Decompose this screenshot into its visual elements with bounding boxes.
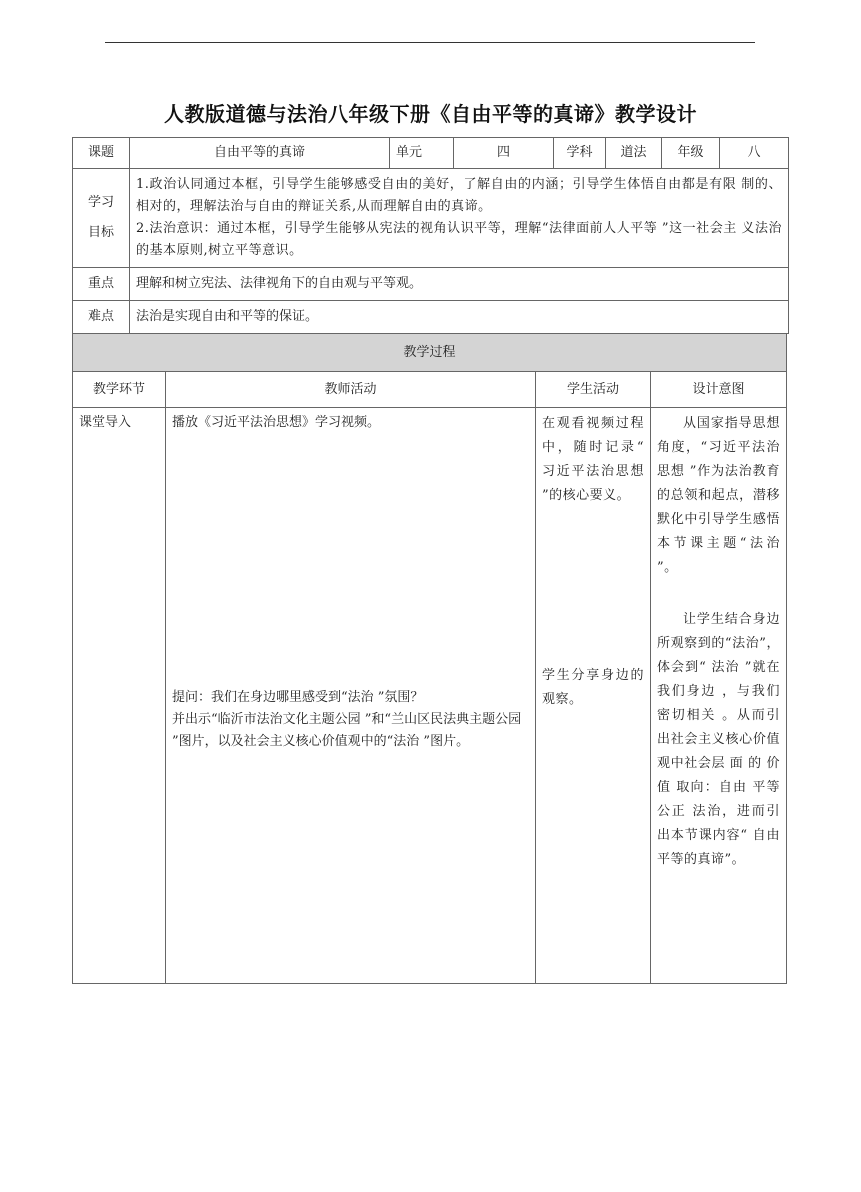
grade-value: 八 — [720, 138, 789, 169]
col-intent: 设计意图 — [651, 372, 787, 408]
objectives-label-line1: 学习 — [87, 195, 114, 210]
info-table — [72, 137, 789, 334]
teacher-activity-2a: 提问：我们在身边哪里感受到“法治 ”氛围？ — [172, 690, 424, 705]
subject-label: 学科 — [554, 138, 606, 169]
unit-value: 四 — [454, 138, 554, 169]
document-title: 人教版道德与法治八年级下册《自由平等的真谛》教学设计 — [164, 102, 697, 126]
col-stage: 教学环节 — [73, 372, 166, 408]
difficulty-value: 法治是实现自由和平等的保证。 — [130, 301, 789, 334]
teacher-activity-cell — [166, 408, 536, 984]
objectives-content — [130, 169, 789, 268]
course-label: 课题 — [73, 138, 130, 169]
objectives-label — [73, 169, 130, 268]
objectives-label-line2: 目标 — [87, 225, 114, 240]
key-point-label: 重点 — [73, 268, 130, 301]
process-header: 教学过程 — [73, 334, 787, 372]
course-value: 自由平等的真谛 — [130, 138, 390, 169]
header-rule — [105, 42, 755, 43]
subject-value: 道法 — [606, 138, 662, 169]
grade-label: 年级 — [662, 138, 720, 169]
col-student: 学生活动 — [536, 372, 651, 408]
design-intent-cell — [651, 408, 787, 984]
key-point-value: 理解和树立宪法、法律视角下的自由观与平等观。 — [130, 268, 789, 301]
design-intent-1: 从国家指导思想角度，“习近平法治思想 ”作为法治教育的总领和起点，潜移默化中引导学生感悟本节课主题“法治 ”。 — [657, 416, 781, 575]
teacher-activity-1: 播放《习近平法治思想》学习视频。 — [172, 415, 381, 430]
student-activity-1: 在观看视频过程中，随时记录“ 习近平法治思想 ”的核心要义。 — [542, 416, 644, 503]
process-table — [72, 333, 787, 984]
design-intent-2: 让学生结合身边所观察到的“法治”，体会到“ 法治 ”就在我们身边 ，与我们密切相关 。从而引出社会主义核心价值观中社会层 面 的 价值 取向：自由 平等 公正 法治，进而引出本节课内容“ 自由平等的真谛”。 — [657, 612, 781, 867]
col-teacher: 教师活动 — [166, 372, 536, 408]
unit-label: 单元 — [390, 138, 454, 169]
objective-item-1: 1.政治认同通过本框，引导学生能够感受自由的美好，了解自由的内涵；引导学生体悟自由都是有限 制的、相对的，理解法治与自由的辩证关系,从而理解自由的真谛。 — [136, 177, 782, 214]
student-activity-cell — [536, 408, 651, 984]
teacher-activity-2b: 并出示“临沂市法治文化主题公园 ”和“兰山区民法典主题公园 ”图片，以及社会主义核心价值观中的“法治 ”图片。 — [172, 712, 522, 749]
student-activity-2: 学生分享身边的观察。 — [542, 668, 644, 707]
stage-cell: 课堂导入 — [73, 408, 166, 984]
objective-item-2: 2.法治意识：通过本框，引导学生能够从宪法的视角认识平等，理解“法律面前人人平等 ”这一社会主 义法治的基本原则,树立平等意识。 — [136, 221, 782, 258]
difficulty-label: 难点 — [73, 301, 130, 334]
